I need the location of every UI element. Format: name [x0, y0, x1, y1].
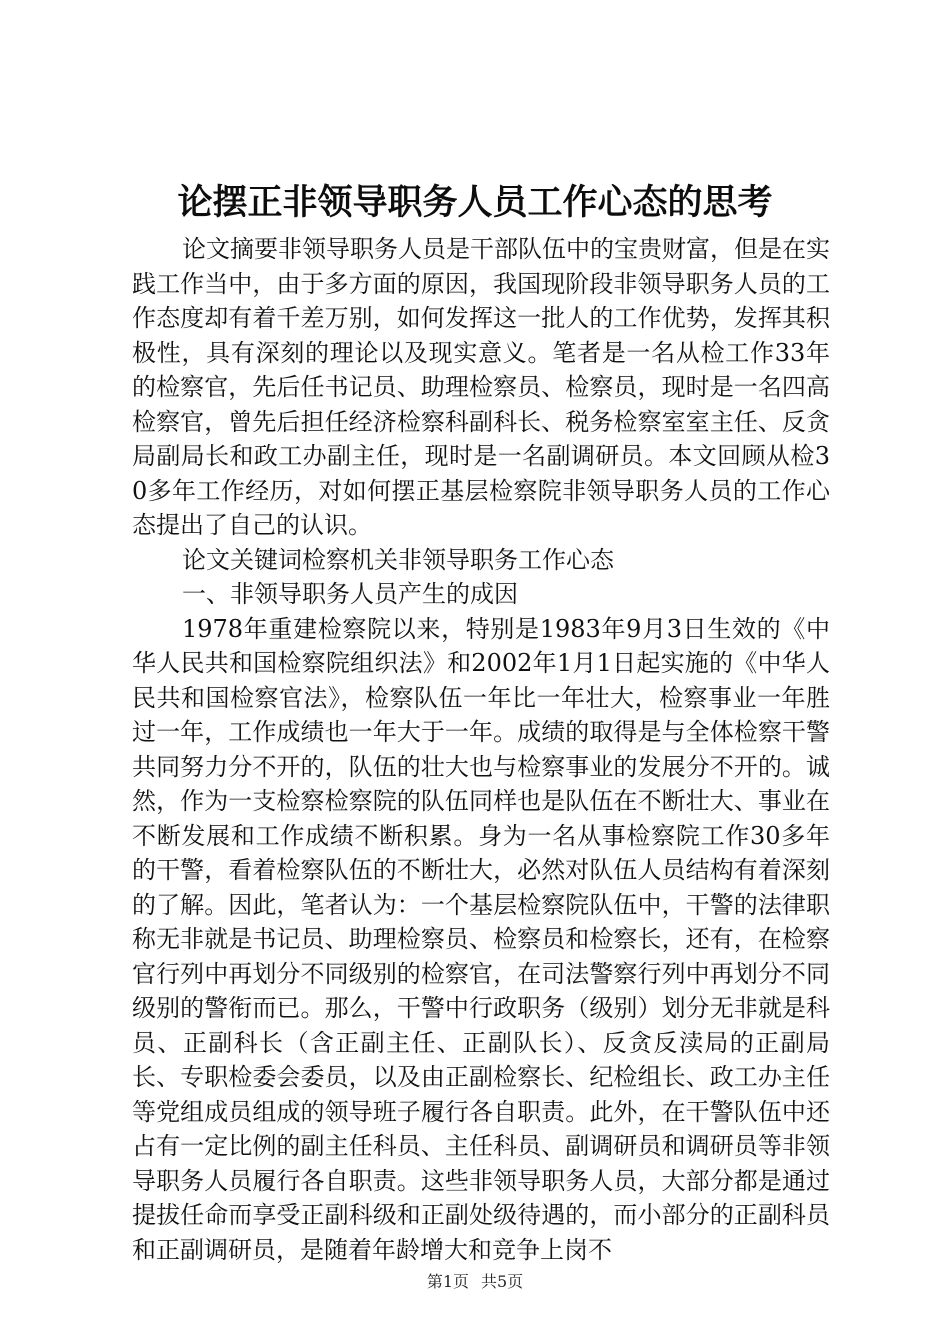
page-total: 共5页 [481, 1272, 524, 1291]
abstract-paragraph: 论文摘要非领导职务人员是干部队伍中的宝贵财富，但是在实践工作当中，由于多方面的原因，我国现阶段非领导职务人员的工作态度却有着千差万别，如何发挥这一批人的工作优势，发挥其积极性，具有深刻的理论以及现实意义。笔者是一名从检工作33年的检察官，先后任书记员、助理检察员、检察员，现时是一名四高检察官，曾先后担任经济检察科副科长、税务检察室室主任、反贪局副局长和政工办副主任，现时是一名副调研员。本文回顾从检30多年工作经历，对如何摆正基层检察院非领导职务人员的工作心态提出了自己的认识。 [132, 235, 830, 539]
document-body [132, 232, 830, 1267]
body-paragraph: 1978年重建检察院以来，特别是1983年9月3日生效的《中华人民共和国检察院组织法》和2002年1月1日起实施的《中华人民共和国检察官法》，检察队伍一年比一年壮大，检察事业一年胜过一年，工作成绩也一年大于一年。成绩的取得是与全体检察干警共同努力分不开的，队伍的壮大也与检察事业的发展分不开的。诚然，作为一支检察检察院的队伍同样也是队伍在不断壮大、事业在不断发展和工作成绩不断积累。身为一名从事检察院工作30多年的干警，看着检察队伍的不断壮大，必然对队伍人员结构有着深刻的了解。因此，笔者认为：一个基层检察院队伍中，干警的法律职称无非就是书记员、助理检察员、检察员和检察长，还有，在检察官行列中再划分不同级别的检察官，在司法警察行列中再划分不同级别的警衔而已。那么，干警中行政职务（级别）划分无非就是科员、正副科长（含正副主任、正副队长）、反贪反渎局的正副局长、专职检委会委员，以及由正副检察长、纪检组长、政工办主任等党组成员组成的领导班子履行各自职责。此外，在干警队伍中还占有一定比例的副主任科员、主任科员、副调研员和调研员等非领导职务人员履行各自职责。这些非领导职务人员，大部分都是通过提拔任命而享受正副科级和正副处级待遇的，而小部分的正副科员和正副调研员，是随着年龄增大和竞争上岗不 [132, 614, 830, 1264]
page-number: 第1页 [426, 1272, 469, 1291]
section-heading: 一、非领导职务人员产生的成因 [182, 580, 518, 608]
document-title: 论摆正非领导职务人员工作心态的思考 [177, 182, 773, 223]
keywords-paragraph: 论文关键词检察机关非领导职务工作心态 [182, 545, 614, 574]
page-footer [0, 1271, 950, 1293]
